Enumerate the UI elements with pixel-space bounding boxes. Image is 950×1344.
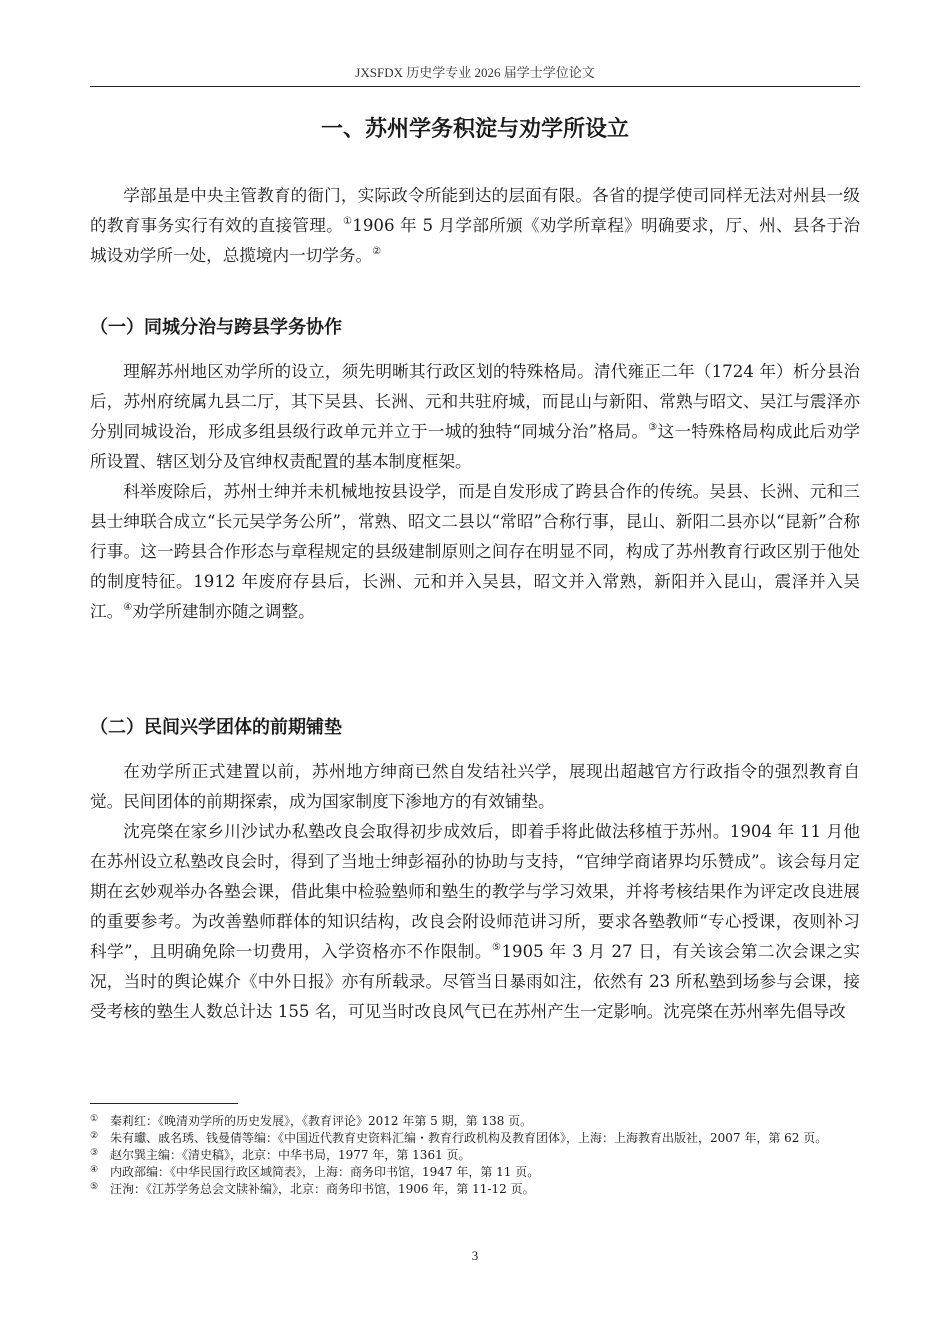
section-2-paragraph-1: 在劝学所正式建置以前，苏州地方绅商已然自发结社兴学，展现出超越官方行政指令的强烈教育自觉。民间团体的前期探索，成为国家制度下渗地方的有效铺垫。 <box>90 762 860 811</box>
intro-text-a: 学部虽是中央主管教育的衙门，实际政令所能到达的层面有限。各省的提学使司同样无法对州县一级的教育事务实行有效的直接管理。 <box>90 186 860 235</box>
footnote-ref-1[interactable]: ① <box>343 216 353 227</box>
section-1-paragraph-1 <box>90 357 860 477</box>
footnote-item <box>90 1164 860 1181</box>
footnote-mark: ① <box>90 1114 99 1124</box>
s2p2-text-b: 1905 年 3 月 27 日，有关该会第二次会课之实况，当时的舆论媒介《中外日报》亦有所载录。尽管当日暴雨如注，依然有 23 所私塾到场参与会课，接受考核的塾生人数总计达 155 名，可见当时改良风气已在苏州产生一定影响。沈亮棨在苏州率先倡导改 <box>90 942 861 1021</box>
footnote-text: 赵尔巽主编：《清史稿》，北京：中华书局，1977 年，第 1361 页。 <box>110 1148 471 1162</box>
footnote-ref-4[interactable]: ④ <box>123 602 133 613</box>
footnote-item <box>90 1181 860 1198</box>
s2p2-text-a: 沈亮棨在家乡川沙试办私塾改良会取得初步成效后，即着手将此做法移植于苏州。1904 年 11 月他在苏州设立私塾改良会时，得到了当地士绅彭福孙的协助与支持，“官绅学商诸界均乐赞成”。该会每月定期在玄妙观举办各塾会课，借此集中检验塾师和塾生的教学与学习效果，并将考核结果作为评定改良进展的重要参考。为改善塾师群体的知识结构，改良会附设师范讲习所，要求各塾教师“专心授课，夜则补习科学”，且明确免除一切费用，入学资格亦不作限制。 <box>90 822 860 961</box>
footnote-item <box>90 1147 860 1164</box>
footnote-text: 秦莉红：《晚清劝学所的历史发展》，《教育评论》2012 年第 5 期，第 138 页。 <box>110 1114 533 1128</box>
footnote-text: 朱有瓛、戚名琇、钱曼倩等编：《中国近代教育史资料汇编・教育行政机构及教育团体》，上海：上海教育出版社，2007 年，第 62 页。 <box>110 1131 828 1145</box>
footnote-mark: ⑤ <box>90 1182 99 1192</box>
section-2-body <box>90 757 860 1027</box>
section-1-paragraph-2 <box>90 477 860 627</box>
page-number: 3 <box>471 1248 479 1263</box>
footnote-item <box>90 1113 860 1130</box>
footnote-ref-3[interactable]: ③ <box>648 422 658 433</box>
footnote-item <box>90 1130 860 1147</box>
intro-paragraph <box>90 181 860 271</box>
s1p2-text-b: 劝学所建制亦随之调整。 <box>132 602 315 621</box>
s1p2-text-a: 科举废除后，苏州士绅并未机械地按县设学，而是自发形成了跨县合作的传统。吴县、长洲、元和三县士绅联合成立“长元吴学务公所”，常熟、昭文二县以“常昭”合称行事，昆山、新阳二县亦以“昆新”合称行事。这一跨县合作形态与章程规定的县级建制原则之间存在明显不同，构成了苏州教育行政区别于他处的制度特征。1912 年废府存县后，长洲、元和并入吴县，昭文并入常熟，新阳并入昆山，震泽并入吴江。 <box>90 482 860 621</box>
footnotes <box>90 1113 860 1198</box>
footnote-separator <box>90 1103 238 1104</box>
footnote-ref-2[interactable]: ② <box>372 246 382 257</box>
footnote-mark: ④ <box>90 1165 99 1175</box>
page-header: JXSFDX 历史学专业 2026 届学士学位论文 <box>355 65 595 80</box>
footnote-mark: ② <box>90 1131 99 1141</box>
footnote-text: 内政部编：《中华民国行政区域简表》，上海：商务印书馆，1947 年，第 11 页。 <box>110 1165 540 1179</box>
intro-text-b: 1906 年 5 月学部所颁《劝学所章程》明确要求，厅、州、县各于治城设劝学所一处，总揽境内一切学务。 <box>90 216 861 265</box>
section-heading-2: （二）民间兴学团体的前期铺垫 <box>90 717 342 738</box>
intro-section <box>90 181 860 271</box>
section-heading-1: （一）同城分治与跨县学务协作 <box>90 317 342 338</box>
section-2-paragraph-2 <box>90 817 860 1027</box>
header-rule <box>90 86 860 87</box>
s1p1-text-b: 这一特殊格局构成此后劝学所设置、辖区划分及官绅权责配置的基本制度框架。 <box>90 422 861 471</box>
footnote-text: 汪洵：《江苏学务总会文牍补编》，北京：商务印书馆，1906 年，第 11-12 页。 <box>110 1182 535 1196</box>
chapter-title: 一、苏州学务积淀与劝学所设立 <box>320 117 629 142</box>
s1p1-text-a: 理解苏州地区劝学所的设立，须先明晰其行政区划的特殊格局。清代雍正二年（1724 年）析分县治后，苏州府统属九县二厅，其下吴县、长洲、元和共驻府城，而昆山与新阳、常熟与昭文、吴江与震泽亦分别同城设治，形成多组县级行政单元并立于一城的独特“同城分治”格局。 <box>90 362 860 441</box>
section-1-body <box>90 357 860 627</box>
footnote-ref-5[interactable]: ⑤ <box>491 942 502 953</box>
footnote-mark: ③ <box>90 1148 99 1158</box>
